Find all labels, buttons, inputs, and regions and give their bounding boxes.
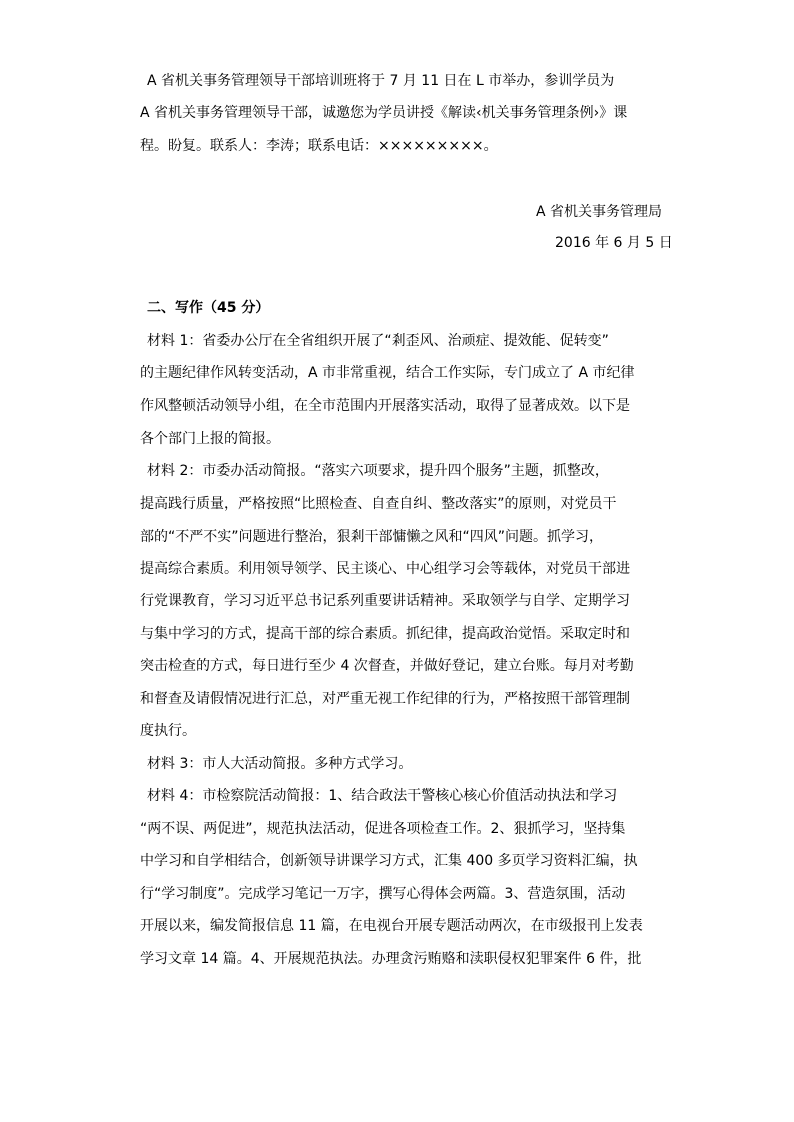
paragraph-line: 材料 1：省委办公厅在全省组织开展了“剎歪风、治顽症、提效能、促转变” bbox=[147, 333, 609, 349]
paragraph-line: 学习文章 14 篇。4、开展规范执法。办理贪污贿赂和渎职侵权犯罪案件 6 件，批 bbox=[140, 951, 642, 967]
paragraph-line: 度执行。 bbox=[140, 723, 196, 739]
paragraph-line: 和督查及请假情况进行汇总，对严重无视工作纪律的行为，严格按照干部管理制 bbox=[140, 691, 630, 707]
paragraph-line: “两不误、两促进”，规范执法活动，促进各项检查工作。2、狠抓学习，坚持集 bbox=[140, 821, 626, 837]
paragraph-line: 材料 2：市委办活动简报。“落实六项要求，提升四个服务”主题，抓整改， bbox=[147, 463, 609, 479]
letter-signature: A 省机关事务管理局 bbox=[536, 204, 663, 220]
paragraph-line: 的主题纪律作风转变活动，A 市非常重视，结合工作实际，专门成立了 A 市纪律 bbox=[140, 365, 635, 381]
paragraph-line: 作风整顿活动领导小组，在全市范围内开展落实活动，取得了显著成效。以下是 bbox=[140, 398, 630, 414]
letter-line: A 省机关事务管理领导干部，诚邀您为学员讲授《解读‹机关事务管理条例›》课 bbox=[140, 105, 628, 121]
paragraph-line: 各个部门上报的简报。 bbox=[140, 431, 280, 447]
paragraph-line: 提高综合素质。利用领导领学、民主谈心、中心组学习会等载体，对党员干部进 bbox=[140, 561, 630, 577]
paragraph-line: 开展以来，编发简报信息 11 篇，在电视台开展专题活动两次，在市级报刊上发表 bbox=[140, 918, 643, 934]
paragraph-line: 行“学习制度”。完成学习笔记一万字，撰写心得体会两篇。3、营造氛围，活动 bbox=[140, 886, 626, 902]
paragraph-line: 突击检查的方式，每日进行至少 4 次督查，并做好登记，建立台账。每月对考勤 bbox=[140, 658, 634, 674]
letter-line: 程。盼复。联系人：李涛；联系电话：×××××××××。 bbox=[140, 138, 498, 154]
paragraph-line: 材料 4：市检察院活动简报：1、结合政法干警核心核心价值活动执法和学习 bbox=[147, 788, 618, 804]
letter-line: A 省机关事务管理领导干部培训班将于 7 月 11 日在 L 市举办，参训学员为 bbox=[147, 73, 615, 89]
paragraph-line: 提高践行质量，严格按照“比照检查、自查自纠、整改落实”的原则，对党员干 bbox=[140, 496, 617, 512]
paragraph-line: 与集中学习的方式，提高干部的综合素质。抓纪律，提高政治觉悟。采取定时和 bbox=[140, 626, 630, 642]
paragraph-line: 部的“不严不实”问题进行整治，狠剎干部慵懒之风和“四风”问题。抓学习， bbox=[140, 529, 604, 545]
paragraph-line: 行党课教育，学习习近平总书记系列重要讲话精神。采取领学与自学、定期学习 bbox=[140, 593, 630, 609]
letter-date: 2016 年 6 月 5 日 bbox=[555, 235, 673, 251]
paragraph-line: 材料 3：市人大活动简报。多种方式学习。 bbox=[147, 756, 413, 772]
paragraph-line: 中学习和自学相结合，创新领导讲课学习方式，汇集 400 多页学习资料汇编，执 bbox=[140, 853, 638, 869]
section-heading: 二、写作（45 分） bbox=[147, 300, 270, 316]
